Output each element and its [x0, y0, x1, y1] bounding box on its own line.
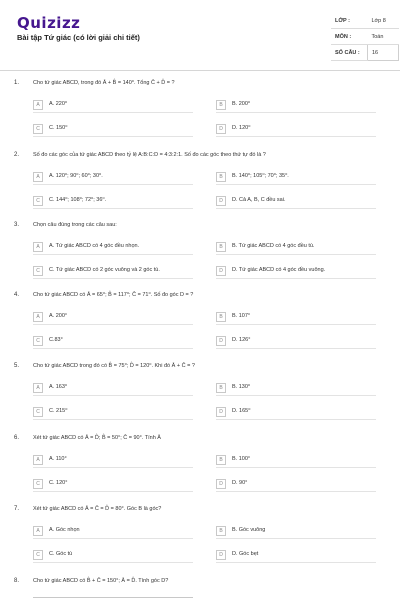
- option-text: D. Cả A, B, C đều sai.: [232, 197, 286, 203]
- option-letter-box: C: [33, 479, 43, 489]
- option-letter-box: B: [216, 455, 226, 465]
- option-text: C. 215⁰: [49, 408, 68, 414]
- question-text: Cho tứ giác ABCD có B̂ + Ĉ = 150°; Â = D̂. Tính góc D?: [33, 578, 169, 584]
- question-number: 4.: [14, 292, 20, 298]
- option-underline: [33, 467, 193, 468]
- option-underline: [216, 136, 376, 137]
- option-b[interactable]: [216, 242, 376, 255]
- option-underline: [33, 254, 193, 255]
- question-text: Xét tứ giác ABCD có Â = Ĉ = D̂ = 80°. Góc B là góc?: [33, 506, 162, 512]
- question-text: Số đo các góc của tứ giác ABCD theo tỷ lệ A:B:C:D = 4:3:2:1. Số đo các góc theo thứ tự đó là ?: [33, 152, 266, 158]
- question-number: 5.: [14, 363, 20, 369]
- option-underline: [216, 419, 376, 420]
- option-letter-box: A: [33, 172, 43, 182]
- option-letter-box: A: [33, 312, 43, 322]
- option-a[interactable]: [33, 455, 193, 468]
- option-a[interactable]: [33, 312, 193, 325]
- option-text: A. Góc nhọn: [49, 527, 80, 533]
- option-text: D. 90°: [232, 480, 248, 486]
- option-letter-box: D: [216, 196, 226, 206]
- option-d[interactable]: [216, 336, 376, 349]
- option-underline: [216, 467, 376, 468]
- option-text: C.83°: [49, 337, 63, 343]
- option-text: B. 130⁰: [232, 384, 251, 390]
- option-text: C. 150⁰: [49, 125, 68, 131]
- option-text: A. 110°: [49, 456, 67, 462]
- option-a[interactable]: [33, 526, 193, 539]
- option-underline: [33, 324, 193, 325]
- option-a-partial[interactable]: [33, 597, 193, 601]
- option-letter-box: A: [33, 455, 43, 465]
- option-underline: [216, 395, 376, 396]
- option-text: C. Tứ giác ABCD có 2 góc vuông và 2 góc tù.: [49, 267, 160, 273]
- option-text: D. 126°: [232, 337, 251, 343]
- option-d[interactable]: [216, 479, 376, 492]
- option-text: D. Góc bẹt: [232, 551, 259, 557]
- question-number: 7.: [14, 506, 20, 512]
- option-letter-box: C: [33, 550, 43, 560]
- option-letter-box: C: [33, 124, 43, 134]
- option-letter-box: A: [33, 526, 43, 536]
- option-underline: [33, 208, 193, 209]
- option-b[interactable]: [216, 172, 376, 185]
- option-letter-box: D: [216, 479, 226, 489]
- option-text: D. 165⁰: [232, 408, 251, 414]
- option-text: B. 140⁰; 105⁰; 70⁰; 35⁰.: [232, 173, 289, 179]
- option-letter-box: D: [216, 407, 226, 417]
- option-letter-box: D: [216, 124, 226, 134]
- option-c[interactable]: [33, 124, 193, 137]
- option-underline: [216, 208, 376, 209]
- option-c[interactable]: [33, 407, 193, 420]
- header-divider: [0, 70, 400, 71]
- question-text: Chọn câu đúng trong các câu sau:: [33, 222, 117, 228]
- option-letter-box: B: [216, 100, 226, 110]
- worksheet-meta-table: [331, 13, 399, 61]
- meta-label: LỚP :: [331, 13, 368, 29]
- option-text: A. 220⁰: [49, 101, 68, 107]
- option-letter-box: D: [216, 550, 226, 560]
- option-letter-box: B: [216, 526, 226, 536]
- option-underline: [33, 419, 193, 420]
- option-text: B. Góc vuông: [232, 527, 266, 533]
- option-underline: [216, 538, 376, 539]
- worksheet-title: Bài tập Tứ giác (có lời giải chi tiết): [17, 33, 140, 42]
- option-underline: [33, 184, 193, 185]
- option-d[interactable]: [216, 407, 376, 420]
- option-letter-box: C: [33, 266, 43, 276]
- option-underline: [33, 348, 193, 349]
- option-c[interactable]: [33, 550, 193, 563]
- option-text: C. Góc tù: [49, 551, 73, 557]
- meta-label: SỐ CÂU :: [331, 45, 368, 61]
- question-text: Cho tứ giác ABCD, trong đó Â + B̂ = 140⁰. Tổng Ĉ + D̂ = ?: [33, 80, 175, 86]
- option-text: C. 120°: [49, 480, 68, 486]
- option-letter-box: C: [33, 196, 43, 206]
- question-text: Xét tứ giác ABCD có Â = D̂; B̂ = 50°; Ĉ = 90°. Tính Â: [33, 435, 161, 441]
- option-text: B. 100°: [232, 456, 251, 462]
- question-5: [0, 363, 400, 436]
- question-number: 6.: [14, 435, 20, 441]
- question-7: [0, 506, 400, 579]
- meta-value: Toán: [368, 29, 399, 45]
- option-underline: [33, 136, 193, 137]
- meta-label: MÔN :: [331, 29, 368, 45]
- option-text: A. 163⁰: [49, 384, 68, 390]
- option-letter-box: A: [33, 242, 43, 252]
- option-letter-box: A: [33, 383, 43, 393]
- option-underline: [216, 112, 376, 113]
- option-text: B. Tứ giác ABCD có 4 góc đều tù.: [232, 243, 315, 249]
- option-text: D. 120⁰: [232, 125, 251, 131]
- option-text: B. 200⁰: [232, 101, 251, 107]
- option-underline: [216, 348, 376, 349]
- option-b[interactable]: [216, 100, 376, 113]
- option-a[interactable]: [33, 172, 193, 185]
- option-underline: [33, 562, 193, 563]
- option-b[interactable]: [216, 455, 376, 468]
- question-6: [0, 435, 400, 508]
- meta-row-class: [331, 13, 399, 29]
- option-a[interactable]: [33, 100, 193, 113]
- option-d[interactable]: [216, 196, 376, 209]
- option-underline: [216, 278, 376, 279]
- option-letter-box: D: [216, 266, 226, 276]
- option-d[interactable]: [216, 550, 376, 563]
- question-2: [0, 152, 400, 225]
- quizizz-logo: Quizizz: [17, 14, 81, 32]
- meta-row-subject: [331, 29, 399, 45]
- option-text: A. 120⁰; 90⁰; 60⁰; 30⁰.: [49, 173, 103, 179]
- option-underline: [33, 278, 193, 279]
- option-letter-box: A: [33, 100, 43, 110]
- question-text: Cho tứ giác ABCD có Â = 65⁰; B̂ = 117⁰; Ĉ = 71⁰. Số đo góc D = ?: [33, 292, 194, 298]
- option-letter-box: B: [216, 312, 226, 322]
- question-number: 3.: [14, 222, 20, 228]
- meta-row-count: [331, 45, 399, 61]
- option-text: B. 107°: [232, 313, 251, 319]
- option-b[interactable]: [216, 383, 376, 396]
- option-underline: [216, 324, 376, 325]
- option-b[interactable]: [216, 526, 376, 539]
- question-number: 8.: [14, 578, 20, 584]
- question-3: [0, 222, 400, 295]
- option-d[interactable]: [216, 124, 376, 137]
- option-letter-box: B: [216, 172, 226, 182]
- option-a[interactable]: [33, 242, 193, 255]
- option-c[interactable]: [33, 479, 193, 492]
- option-underline: [33, 538, 193, 539]
- option-letter-box: B: [216, 242, 226, 252]
- option-underline: [216, 254, 376, 255]
- question-number: 2.: [14, 152, 20, 158]
- option-c[interactable]: [33, 336, 193, 349]
- question-1: [0, 80, 400, 153]
- option-letter-box: D: [216, 336, 226, 346]
- option-underline: [216, 562, 376, 563]
- option-underline: [33, 491, 193, 492]
- option-b[interactable]: [216, 312, 376, 325]
- meta-value: 16: [368, 45, 399, 61]
- question-text: Cho tứ giác ABCD trong đó có B̂ = 75⁰; D̂ = 120⁰. Khi đó Â + Ĉ = ?: [33, 363, 195, 369]
- option-text: D. Tứ giác ABCD có 4 góc đều vuông.: [232, 267, 326, 273]
- option-letter-box: C: [33, 336, 43, 346]
- option-letter-box: C: [33, 407, 43, 417]
- option-underline: [216, 184, 376, 185]
- meta-value: Lớp 8: [368, 13, 399, 29]
- option-underline: [33, 112, 193, 113]
- option-c[interactable]: [33, 196, 193, 209]
- question-4: [0, 292, 400, 365]
- option-underline: [216, 491, 376, 492]
- question-number: 1.: [14, 80, 20, 86]
- option-c[interactable]: [33, 266, 193, 279]
- option-text: A. 200°: [49, 313, 68, 319]
- option-text: C. 144⁰; 108⁰; 72⁰; 36⁰.: [49, 197, 107, 203]
- option-d[interactable]: [216, 266, 376, 279]
- option-letter-box: B: [216, 383, 226, 393]
- option-underline: [33, 395, 193, 396]
- option-a[interactable]: [33, 383, 193, 396]
- option-text: A. Tứ giác ABCD có 4 góc đều nhọn.: [49, 243, 140, 249]
